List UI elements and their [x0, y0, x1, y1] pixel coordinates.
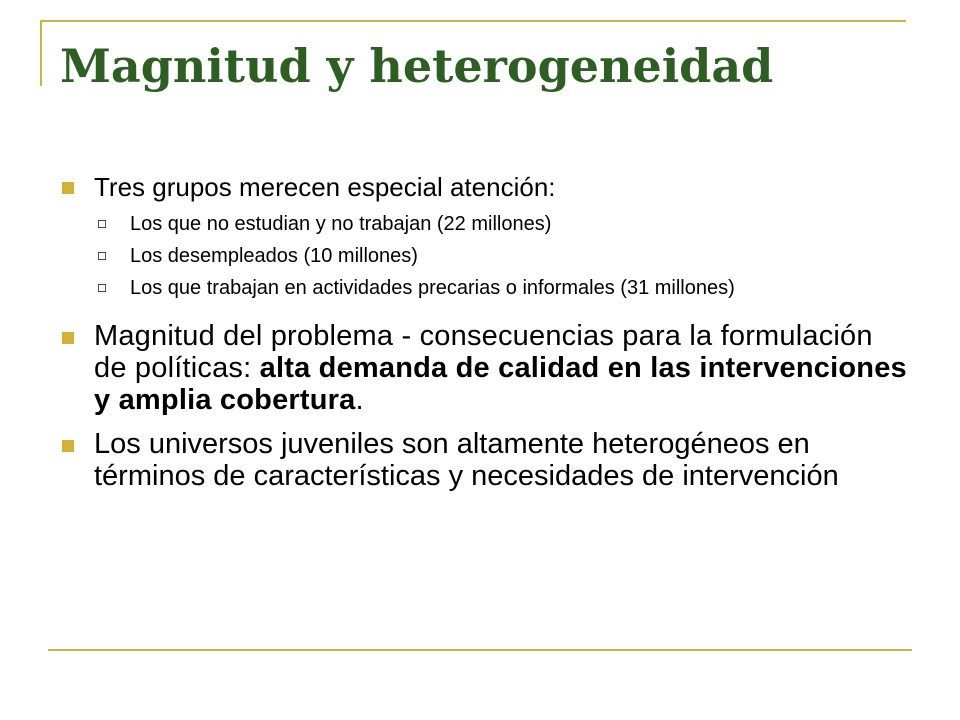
sub-bullet-item — [62, 244, 912, 268]
sub-bullet-text: Los desempleados (10 millones) — [130, 245, 418, 267]
left-rule — [40, 20, 42, 86]
bullet-item — [62, 428, 912, 492]
square-bullet-icon — [62, 332, 74, 344]
top-rule — [40, 20, 906, 22]
square-bullet-icon — [62, 182, 74, 194]
bullet-text: Magnitud del problema - consecuencias para la formulación de políticas: — [94, 320, 873, 384]
sub-bullet-item — [62, 276, 912, 300]
bullet-bold-text: alta demanda de calidad en las intervenciones y amplia cobertura — [94, 352, 907, 416]
bullet-item — [62, 320, 912, 416]
bullet-text-end: . — [355, 384, 364, 416]
slide-title: Magnitud y heterogeneidad — [60, 39, 774, 93]
sub-bullet-text: Los que trabajan en actividades precarias o informales (31 millones) — [130, 277, 735, 299]
slide-content — [62, 170, 912, 492]
square-bullet-icon — [62, 440, 74, 452]
bullet-item — [62, 170, 912, 204]
hollow-square-bullet-icon — [98, 220, 106, 228]
hollow-square-bullet-icon — [98, 284, 106, 292]
bottom-rule — [48, 649, 912, 651]
sub-bullet-text: Los que no estudian y no trabajan (22 millones) — [130, 213, 552, 235]
hollow-square-bullet-icon — [98, 252, 106, 260]
bullet-text: Los universos juveniles son altamente heterogéneos en términos de características y necesidades de intervención — [94, 428, 839, 492]
sub-bullet-item — [62, 212, 912, 236]
bullet-text: Tres grupos merecen especial atención: — [94, 172, 556, 202]
